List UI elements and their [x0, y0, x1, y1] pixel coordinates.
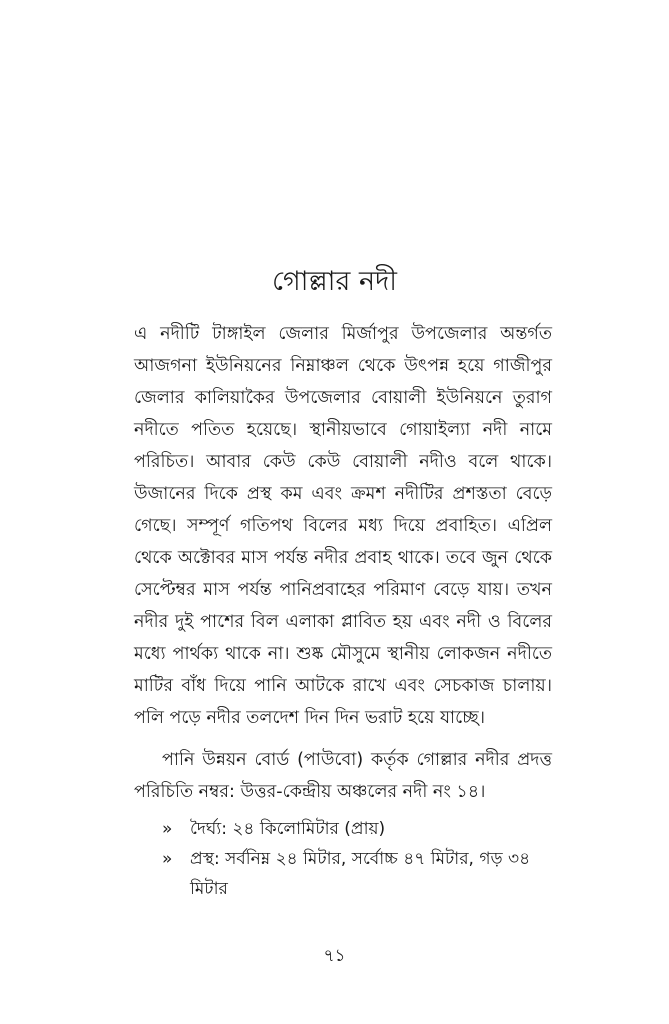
list-item: [162, 844, 552, 904]
list-item: [162, 814, 552, 844]
bullet-icon: »: [162, 819, 173, 839]
chapter-title: গোল্লার নদী: [272, 266, 397, 297]
bullet-icon: »: [162, 849, 173, 869]
list-item-text: দৈর্ঘ্য: ২৪ কিলোমিটার (প্রায়): [190, 819, 386, 839]
paragraph-text: এ নদীটি টাঙ্গাইল জেলার মির্জাপুর উপজেলার অন্তর্গত আজগনা ইউনিয়নের নিম্নাঞ্চল থেকে উৎপন্ন হয়ে গাজীপুর জেলার কালিয়াকৈর উপজেলার বোয়ালী ইউনিয়নে তুরাগ নদীতে পতিত হয়েছে। স্থানীয়ভাবে গোয়াইল্যা নদী নামে পরিচিত। আবার কেউ কেউ বোয়ালী নদীও বলে থাকে। উজানের দিকে প্রস্থ কম এবং ক্রমশ নদীটির প্রশস্ততা বেড়ে গেছে। সম্পূর্ণ গতিপথ বিলের মধ্য দিয়ে প্রবাহিত। এপ্রিল থেকে অক্টোবর মাস পর্যন্ত নদীর প্রবাহ থাকে। তবে জুন থেকে সেপ্টেম্বর মাস পর্যন্ত পানিপ্রবাহের পরিমাণ বেড়ে যায়। তখন নদীর দুই পাশের বিল এলাকা প্লাবিত হয় এবং নদী ও বিলের মধ্যে পার্থক্য থাকে না। শুষ্ক মৌসুমে স্থানীয় লোকজন নদীতে মাটির বাঁধ দিয়ে পানি আটকে রাখে এবং সেচকাজ চালায়। পলি পড়ে নদীর তলদেশ দিন দিন ভরাট হয়ে যাচ্ছে।: [134, 324, 552, 728]
page-number: ৭১: [323, 946, 346, 966]
facts-list: [162, 814, 552, 904]
list-item-text: প্রস্থ: সর্বনিম্ন ২৪ মিটার, সর্বোচ্চ ৪৭ মিটার, গড় ৩৪ মিটার: [190, 849, 531, 899]
body-paragraph-1: [134, 318, 552, 734]
body-paragraph-2: পানি উন্নয়ন বোর্ড (পাউবো) কর্তৃক গোল্লার নদীর প্রদত্ত পরিচিতি নম্বর: উত্তর-কেন্দ্রীয় অঞ্চলের নদী নং ১৪।: [134, 750, 552, 802]
